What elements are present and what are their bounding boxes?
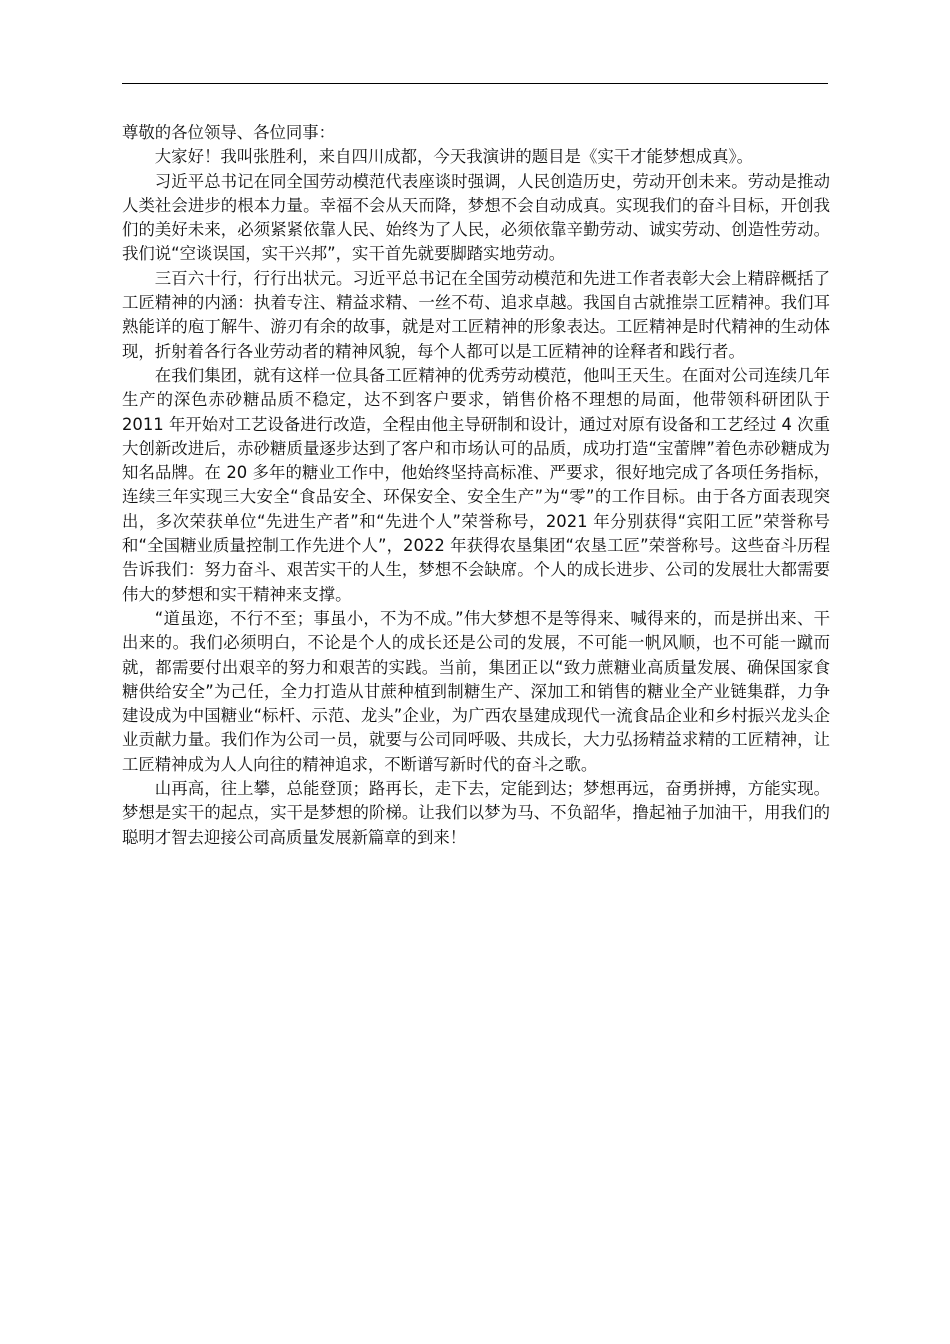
paragraph-conclusion: 山再高，往上攀，总能登顶；路再长，走下去，定能到达；梦想再远，奋勇拼搏，方能实现。梦想是实干的起点，实干是梦想的阶梯。让我们以梦为马、不负韶华，撸起袖子加油干，用我们的聪明才智去迎接公司高质量发展新篇章的到来！ [122,779,830,847]
paragraph-model-worker: 在我们集团，就有这样一位具备工匠精神的优秀劳动模范，他叫王天生。在面对公司连续几年生产的深色赤砂糖品质不稳定，达不到客户要求，销售价格不理想的局面，他带领科研团队于 2011 年开始对工艺设备进行改造，全程由他主导研制和设计，通过对原有设备和工艺经过 4 次重大创新改进后，赤砂糖质量逐步达到了客户和市场认可的品质，成功打造“宝蕾牌”着色赤砂糖成为知名品牌。在 20 多年的糖业工作中，他始终坚持高标准、严要求，很好地完成了各项任务指标，连续三年实现三大安全“食品安全、环保安全、安全生产”为“零”的工作目标。由于各方面表现突出，多次荣获单位“先进生产者”和“先进个人”荣誉称号，2021 年分别获得“宾阳工匠”荣誉称号和“全国糖业质量控制工作先进个人”，2022 年获得农垦集团“农垦工匠”荣誉称号。这些奋斗历程告诉我们：努力奋斗、艰苦实干的人生，梦想不会缺席。个人的成长进步、公司的发展壮大都需要伟大的梦想和实干精神来支撑。 [122,365,830,604]
header-rule [122,83,828,84]
speech-body [122,121,830,850]
paragraph-intro: 大家好！我叫张胜利，来自四川成都，今天我演讲的题目是《实干才能梦想成真》。 [154,147,754,167]
paragraph-labor: 习近平总书记在同全国劳动模范代表座谈时强调，人民创造历史，劳动开创未来。劳动是推动人类社会进步的根本力量。幸福不会从天而降，梦想不会自动成真。实现我们的奋斗目标，开创我们的美好未来，必须紧紧依靠人民、始终为了人民，必须依靠辛勤劳动、诚实劳动、创造性劳动。我们说“空谈误国，实干兴邦”，实干首先就要脚踏实地劳动。 [122,171,830,264]
salutation: 尊敬的各位领导、各位同事： [122,123,336,142]
paragraph-craftsman-spirit: 三百六十行，行行出状元。习近平总书记在全国劳动模范和先进工作者表彰大会上精辟概括了工匠精神的内涵：执着专注、精益求精、一丝不苟、追求卓越。我国自古就推崇工匠精神。我们耳熟能详的庖丁解牛、游刃有余的故事，就是对工匠精神的形象表达。工匠精神是时代精神的生动体现，折射着各行各业劳动者的精神风貌，每个人都可以是工匠精神的诠释者和践行者。 [122,268,830,361]
paragraph-dream: “道虽迩，不行不至；事虽小，不为不成。”伟大梦想不是等得来、喊得来的，而是拼出来、干出来的。我们必须明白，不论是个人的成长还是公司的发展，不可能一帆风顺，也不可能一蹴而就，都需要付出艰辛的努力和艰苦的实践。当前，集团正以“致力蔗糖业高质量发展、确保国家食糖供给安全”为己任，全力打造从甘蔗种植到制糖生产、深加工和销售的糖业全产业链集群，力争建设成为中国糖业“标杆、示范、龙头”企业，为广西农垦建成现代一流食品企业和乡村振兴龙头企业贡献力量。我们作为公司一员，就要与公司同呼吸、共成长，大力弘扬精益求精的工匠精神，让工匠精神成为人人向往的精神追求，不断谱写新时代的奋斗之歌。 [122,608,830,774]
